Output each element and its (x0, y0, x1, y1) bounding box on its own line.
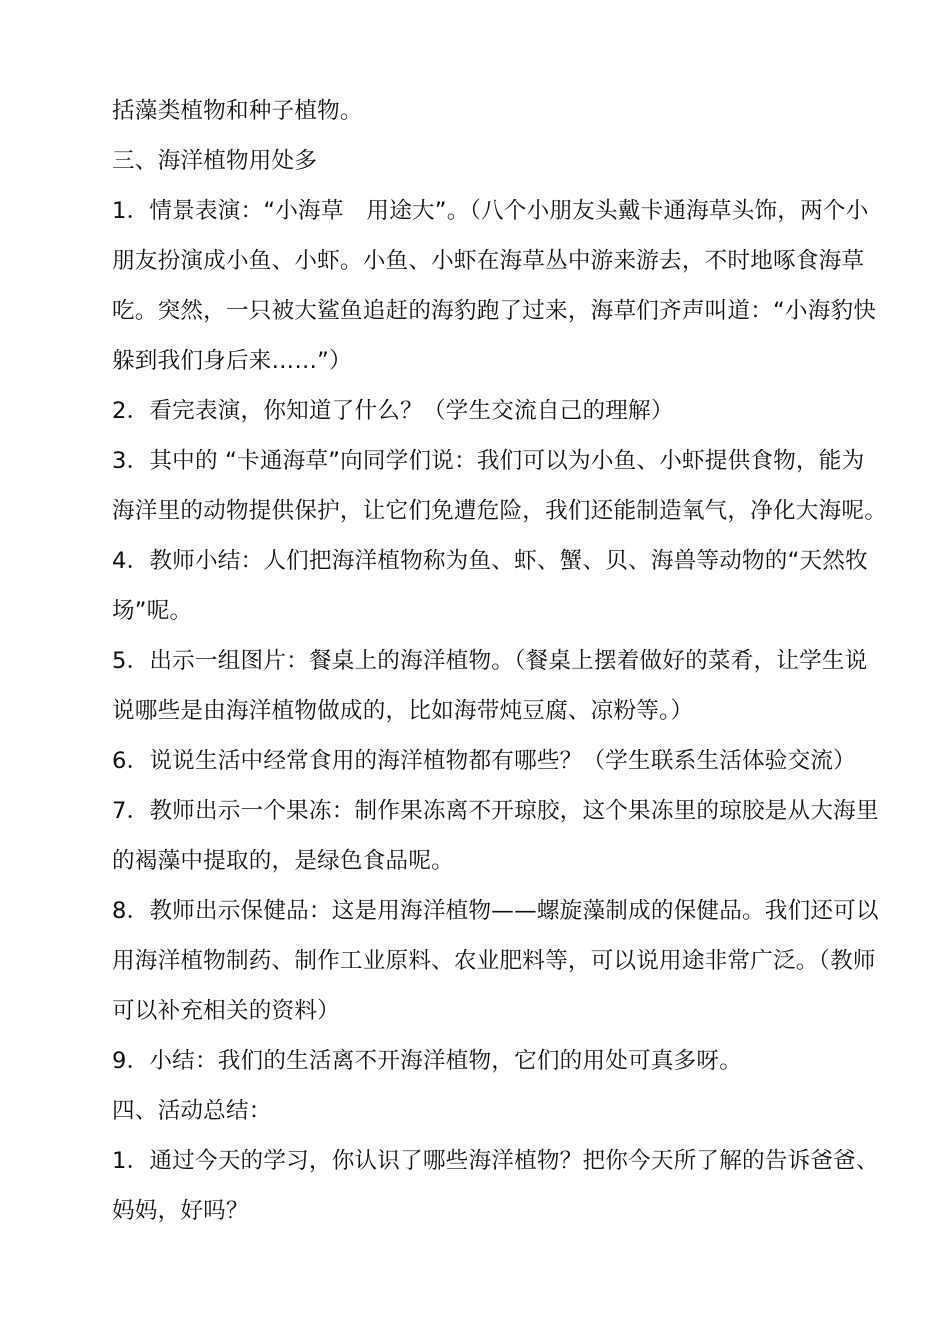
document-body (112, 86, 887, 1236)
text-line-summary-1: 1．通过今天的学习，你认识了哪些海洋植物？把你今天所了解的告诉爸爸、 (112, 1148, 879, 1174)
text-line-continuation: 括藻类植物和种子植物。 (112, 98, 363, 124)
text-line-summary-1-cont: 妈妈，好吗？ (112, 1198, 249, 1224)
text-line-item-1-cont: 朋友扮演成小鱼、小虾。小鱼、小虾在海草丛中游来游去，不时地啄食海草 (112, 248, 865, 274)
text-line-item-6: 6．说说生活中经常食用的海洋植物都有哪些？（学生联系生活体验交流） (112, 748, 856, 774)
text-line-item-7: 7．教师出示一个果冻：制作果冻离不开琼胶，这个果冻里的琼胶是从大海里 (112, 798, 879, 824)
section-heading-3: 三、海洋植物用处多 (112, 148, 318, 174)
text-line-item-5-cont: 说哪些是由海洋植物做成的，比如海带炖豆腐、凉粉等。） (112, 698, 694, 724)
text-line-item-1: 1．情景表演：“小海草 用途大”。（八个小朋友头戴卡通海草头饰，两个小 (112, 198, 869, 224)
text-line-item-3-cont: 海洋里的动物提供保护，让它们免遭危险，我们还能制造氧气，净化大海呢。 (112, 498, 887, 524)
text-line-item-8-cont: 用海洋植物制药、制作工业原料、农业肥料等，可以说用途非常广泛。（教师 (112, 948, 876, 974)
text-line-item-1-cont: 吃。突然，一只被大鲨鱼追赶的海豹跑了过来，海草们齐声叫道：“小海豹快 (112, 298, 877, 324)
text-line-item-3: 3．其中的 “卡通海草”向同学们说：我们可以为小鱼、小虾提供食物，能为 (112, 448, 865, 474)
text-line-item-5: 5．出示一组图片：餐桌上的海洋植物。（餐桌上摆着做好的菜肴，让学生说 (112, 648, 868, 674)
text-line-item-1-cont: 躲到我们身后来……”） (112, 348, 352, 374)
text-line-item-8-cont: 可以补充相关的资料） (112, 998, 340, 1024)
text-line-item-4-cont: 场”呢。 (112, 598, 193, 624)
section-heading-4: 四、活动总结： (112, 1098, 272, 1124)
text-line-item-4: 4．教师小结：人们把海洋植物称为鱼、虾、蟹、贝、海兽等动物的“天然牧 (112, 548, 868, 574)
text-line-item-9: 9．小结：我们的生活离不开海洋植物，它们的用处可真多呀。 (112, 1048, 743, 1074)
text-line-item-7-cont: 的褐藻中提取的，是绿色食品呢。 (112, 848, 454, 874)
text-line-item-8: 8．教师出示保健品：这是用海洋植物——螺旋藻制成的保健品。我们还可以 (112, 898, 879, 924)
text-line-item-2: 2．看完表演，你知道了什么？（学生交流自己的理解） (112, 398, 674, 424)
